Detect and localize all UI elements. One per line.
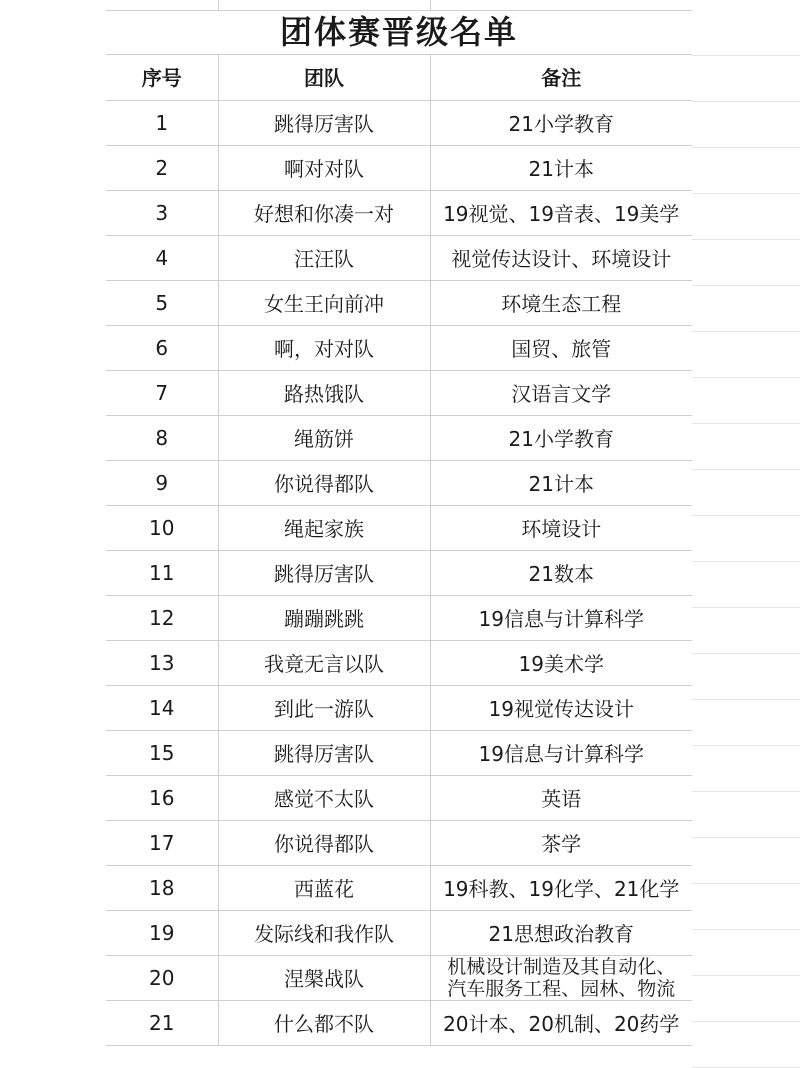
cell-note[interactable]: 21计本 bbox=[430, 460, 692, 505]
cell-team[interactable]: 啊，对对队 bbox=[218, 325, 430, 370]
cell-note[interactable]: 19信息与计算科学 bbox=[430, 730, 692, 775]
cell-index[interactable]: 11 bbox=[106, 550, 218, 595]
cell-note[interactable]: 21思想政治教育 bbox=[430, 910, 692, 955]
cell-note[interactable]: 19信息与计算科学 bbox=[430, 595, 692, 640]
table-row bbox=[106, 640, 692, 685]
cell-note[interactable]: 环境生态工程 bbox=[430, 280, 692, 325]
sheet-title: 团体赛晋级名单 bbox=[106, 10, 692, 55]
cell-team[interactable]: 绳起家族 bbox=[218, 505, 430, 550]
cell-team[interactable]: 我竟无言以队 bbox=[218, 640, 430, 685]
cell-index[interactable]: 3 bbox=[106, 190, 218, 235]
cell-team[interactable]: 女生王向前冲 bbox=[218, 280, 430, 325]
table-row bbox=[106, 865, 692, 910]
table-row bbox=[106, 460, 692, 505]
cell-team[interactable]: 你说得都队 bbox=[218, 820, 430, 865]
cell-team[interactable]: 到此一游队 bbox=[218, 685, 430, 730]
cell-note[interactable]: 英语 bbox=[430, 775, 692, 820]
table-row bbox=[106, 100, 692, 145]
table-row bbox=[106, 235, 692, 280]
cell-team[interactable]: 啊对对队 bbox=[218, 145, 430, 190]
cell-note[interactable]: 19美术学 bbox=[430, 640, 692, 685]
cell-team[interactable]: 路热饿队 bbox=[218, 370, 430, 415]
cell-note[interactable]: 20计本、20机制、20药学 bbox=[430, 1000, 692, 1045]
cell-index[interactable]: 8 bbox=[106, 415, 218, 460]
table-row bbox=[106, 910, 692, 955]
cell-index[interactable]: 10 bbox=[106, 505, 218, 550]
table-row bbox=[106, 325, 692, 370]
cell-index[interactable]: 17 bbox=[106, 820, 218, 865]
cell-index[interactable]: 20 bbox=[106, 955, 218, 1000]
cell-note[interactable]: 茶学 bbox=[430, 820, 692, 865]
table-row bbox=[106, 1000, 692, 1045]
empty-grid-cells bbox=[692, 0, 800, 1068]
header-row bbox=[106, 54, 692, 100]
cell-note[interactable]: 汉语言文学 bbox=[430, 370, 692, 415]
cell-index[interactable]: 4 bbox=[106, 235, 218, 280]
cell-index[interactable]: 9 bbox=[106, 460, 218, 505]
cell-index[interactable]: 2 bbox=[106, 145, 218, 190]
cell-team[interactable]: 跳得厉害队 bbox=[218, 730, 430, 775]
cell-index[interactable]: 15 bbox=[106, 730, 218, 775]
cell-index[interactable]: 19 bbox=[106, 910, 218, 955]
table-row bbox=[106, 550, 692, 595]
cell-note[interactable]: 19视觉、19音表、19美学 bbox=[430, 190, 692, 235]
table-row bbox=[106, 190, 692, 235]
cell-team[interactable]: 涅槃战队 bbox=[218, 955, 430, 1000]
cell-index[interactable]: 7 bbox=[106, 370, 218, 415]
header-index[interactable]: 序号 bbox=[106, 54, 218, 100]
cell-index[interactable]: 16 bbox=[106, 775, 218, 820]
cell-team[interactable]: 汪汪队 bbox=[218, 235, 430, 280]
cell-note[interactable] bbox=[430, 955, 692, 1000]
cell-note[interactable]: 环境设计 bbox=[430, 505, 692, 550]
cell-team[interactable]: 西蓝花 bbox=[218, 865, 430, 910]
cell-team[interactable]: 你说得都队 bbox=[218, 460, 430, 505]
cell-team[interactable]: 好想和你凑一对 bbox=[218, 190, 430, 235]
table-row bbox=[106, 505, 692, 550]
table-row bbox=[106, 730, 692, 775]
cell-note-line-2: 汽车服务工程、园林、物流 bbox=[447, 977, 676, 1000]
cell-note[interactable]: 19视觉传达设计 bbox=[430, 685, 692, 730]
table-row bbox=[106, 145, 692, 190]
cell-index[interactable]: 18 bbox=[106, 865, 218, 910]
cell-index[interactable]: 1 bbox=[106, 100, 218, 145]
cell-divider bbox=[430, 0, 431, 10]
cell-note[interactable]: 视觉传达设计、环境设计 bbox=[430, 235, 692, 280]
cell-note[interactable]: 21小学教育 bbox=[430, 100, 692, 145]
cell-note[interactable]: 国贸、旅管 bbox=[430, 325, 692, 370]
table-row bbox=[106, 820, 692, 865]
cell-index[interactable]: 6 bbox=[106, 325, 218, 370]
cell-team[interactable]: 发际线和我作队 bbox=[218, 910, 430, 955]
cell-index[interactable]: 21 bbox=[106, 1000, 218, 1045]
header-note[interactable]: 备注 bbox=[430, 54, 692, 100]
cell-note[interactable]: 21小学教育 bbox=[430, 415, 692, 460]
table-row bbox=[106, 955, 692, 1000]
cell-team[interactable]: 感觉不太队 bbox=[218, 775, 430, 820]
cell-divider bbox=[218, 0, 219, 10]
cell-note-line-1: 机械设计制造及其自动化、 bbox=[447, 955, 676, 978]
cell-index[interactable]: 14 bbox=[106, 685, 218, 730]
cell-note[interactable]: 21数本 bbox=[430, 550, 692, 595]
cell-index[interactable]: 5 bbox=[106, 280, 218, 325]
cell-team[interactable]: 跳得厉害队 bbox=[218, 550, 430, 595]
cell-team[interactable]: 跳得厉害队 bbox=[218, 100, 430, 145]
cell-team[interactable]: 什么都不队 bbox=[218, 1000, 430, 1045]
cell-index[interactable]: 13 bbox=[106, 640, 218, 685]
table-row bbox=[106, 415, 692, 460]
cell-note[interactable]: 21计本 bbox=[430, 145, 692, 190]
table-row bbox=[106, 685, 692, 730]
table-row bbox=[106, 280, 692, 325]
header-team[interactable]: 团队 bbox=[218, 54, 430, 100]
advancement-table bbox=[106, 54, 692, 1046]
cell-note[interactable]: 19科教、19化学、21化学 bbox=[430, 865, 692, 910]
cell-index[interactable]: 12 bbox=[106, 595, 218, 640]
cell-team[interactable]: 绳筋饼 bbox=[218, 415, 430, 460]
table-row bbox=[106, 595, 692, 640]
table-row bbox=[106, 370, 692, 415]
cell-team[interactable]: 蹦蹦跳跳 bbox=[218, 595, 430, 640]
table-row bbox=[106, 775, 692, 820]
